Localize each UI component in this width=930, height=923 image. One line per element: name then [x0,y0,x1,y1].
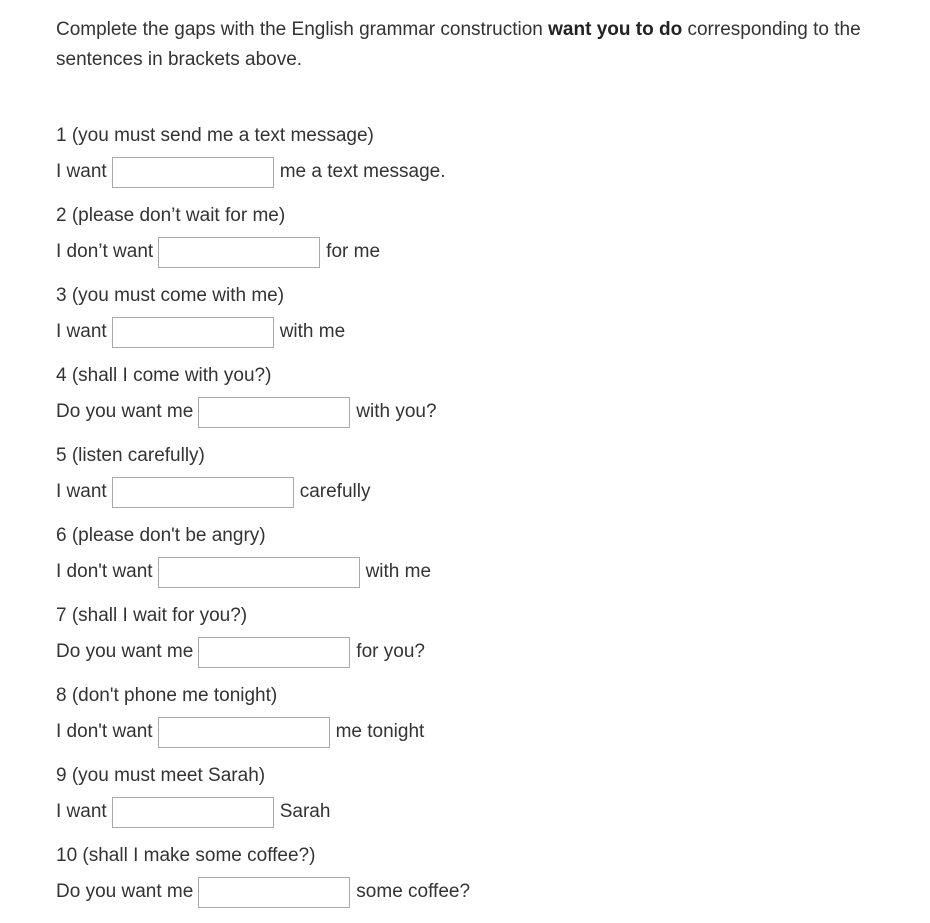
item-sentence [56,872,916,912]
item-sentence [56,152,916,192]
sentence-start: Do you want me [56,641,194,662]
instructions [56,15,916,75]
exercise-item-6 [56,520,916,600]
gap-input-10[interactable] [198,877,350,908]
item-prompt: 1 (you must send me a text message) [56,125,374,146]
sentence-start: I want [56,161,107,182]
item-prompt: 5 (listen carefully) [56,445,205,466]
gap-input-5[interactable] [112,477,294,508]
sentence-start: I want [56,481,107,502]
gap-input-6[interactable] [158,557,360,588]
item-prompt: 4 (shall I come with you?) [56,365,272,386]
instructions-text-after: corresponding to the sentences in brackets above. [56,19,861,70]
item-sentence [56,792,916,832]
sentence-end: with me [365,561,432,582]
sentence-start: I don’t want [56,241,154,262]
exercise-item-1 [56,120,916,200]
item-sentence [56,472,916,512]
sentence-start: Do you want me [56,401,194,422]
sentence-end: with me [279,321,346,342]
gap-input-9[interactable] [112,797,274,828]
gap-input-8[interactable] [158,717,330,748]
sentence-start: I want [56,321,107,342]
gap-input-4[interactable] [198,397,350,428]
item-sentence [56,392,916,432]
item-prompt: 9 (you must meet Sarah) [56,765,266,786]
sentence-end: Sarah [279,801,331,822]
item-prompt: 8 (don't phone me tonight) [56,685,278,706]
item-prompt: 10 (shall I make some coffee?) [56,845,316,866]
gap-input-1[interactable] [112,157,274,188]
exercise-item-5 [56,440,916,520]
item-sentence [56,552,916,592]
gap-input-7[interactable] [198,637,350,668]
gap-input-2[interactable] [158,237,320,268]
item-sentence [56,712,916,752]
sentence-end: for me [326,241,381,262]
exercise-item-8 [56,680,916,760]
sentence-start: Do you want me [56,881,194,902]
exercise-item-10 [56,840,916,920]
sentence-start: I don't want [56,721,153,742]
item-prompt: 3 (you must come with me) [56,285,285,306]
exercise-list [56,120,916,920]
sentence-end: for you? [356,641,425,662]
item-sentence [56,632,916,672]
item-prompt: 7 (shall I wait for you?) [56,605,248,626]
sentence-start: I don't want [56,561,153,582]
exercise-item-2 [56,200,916,280]
instructions-construction: want you to do [548,19,683,40]
sentence-end: with you? [356,401,437,422]
exercise-item-4 [56,360,916,440]
gap-input-3[interactable] [112,317,274,348]
item-prompt: 2 (please don’t wait for me) [56,205,286,226]
sentence-end: some coffee? [356,881,471,902]
sentence-end: me tonight [335,721,425,742]
item-sentence [56,312,916,352]
item-prompt: 6 (please don't be angry) [56,525,266,546]
instructions-text-before: Complete the gaps with the English grammar construction [56,19,549,40]
sentence-end: me a text message. [279,161,446,182]
sentence-end: carefully [299,481,371,502]
exercise-item-7 [56,600,916,680]
exercise-item-3 [56,280,916,360]
exercise-item-9 [56,760,916,840]
sentence-start: I want [56,801,107,822]
item-sentence [56,232,916,272]
